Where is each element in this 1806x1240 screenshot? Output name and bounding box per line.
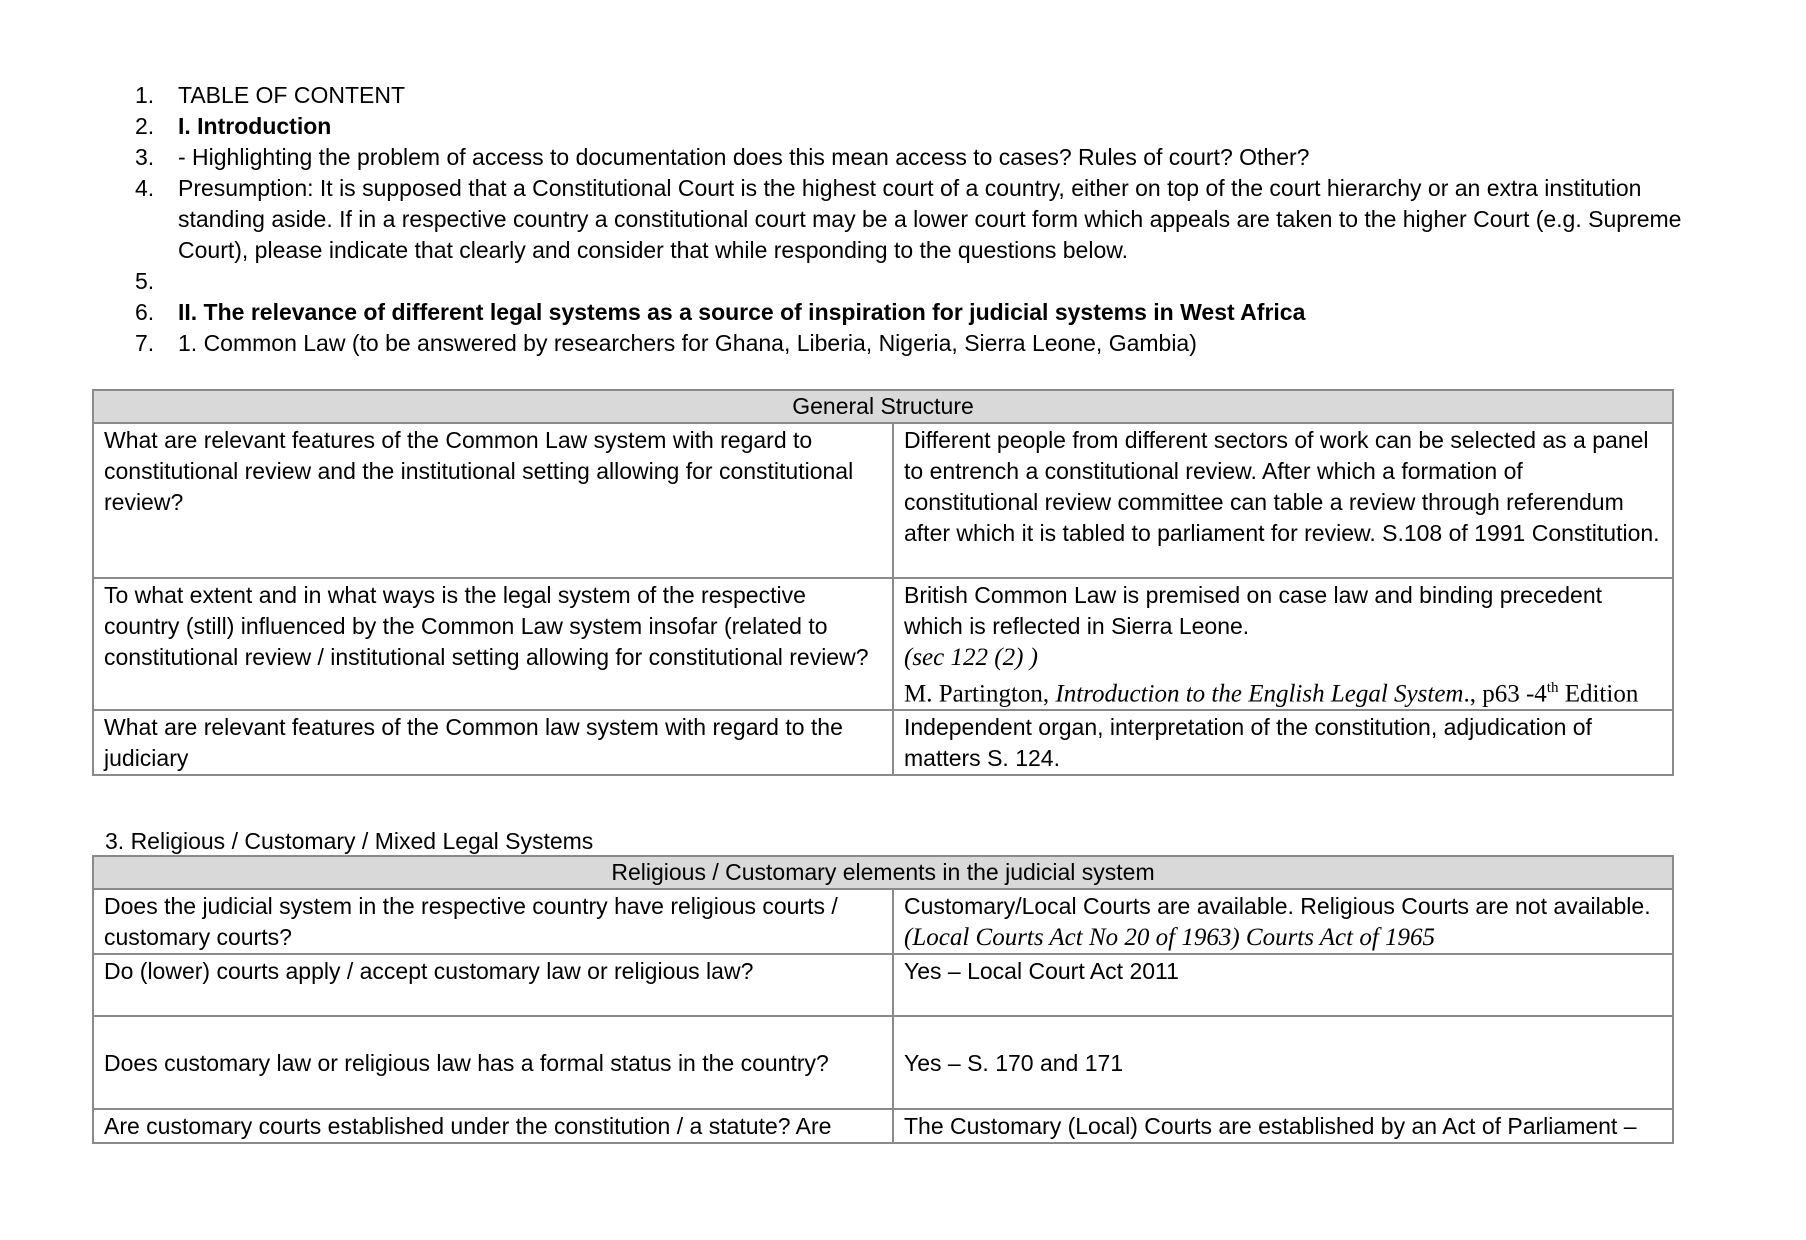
toc-text: Presumption: It is supposed that a Constitutional Court is the highest court of a country, either on top of the court hierarchy or an extra institution standing aside. If in a respective country a constitutional court may be a lower court form which appeals are taken to the higher Court (e.g. Supreme Court), please indicate that clearly and consider that while responding to the questions below.	[178, 175, 1682, 263]
table-row	[93, 889, 1673, 954]
toc-number: 2.	[135, 113, 155, 139]
table-header-row	[93, 856, 1673, 889]
question-cell: What are relevant features of the Common Law system with regard to constitutional review and the institutional setting allowing for constitutional review?	[93, 423, 893, 578]
section-reference: (sec 122 (2) )	[904, 644, 1038, 671]
toc-text: II. The relevance of different legal systems as a source of inspiration for judicial systems in West Africa	[178, 299, 1306, 325]
answer-cell	[893, 578, 1673, 710]
toc-text: 1. Common Law (to be answered by researchers for Ghana, Liberia, Nigeria, Sierra Leone, Gambia)	[178, 330, 1197, 356]
general-structure-table	[92, 389, 1674, 776]
toc-item	[135, 80, 1695, 111]
table-of-contents-list	[135, 80, 1695, 359]
citation-edition: Edition	[1558, 680, 1639, 708]
act-reference: (Local Courts Act No 20 of 1963) Courts Act of 1965	[904, 924, 1436, 951]
toc-item	[135, 328, 1695, 359]
table-header-row	[93, 390, 1673, 423]
table-row	[93, 710, 1673, 775]
table-row	[93, 578, 1673, 710]
citation-title: Introduction to the English Legal System	[1055, 680, 1464, 708]
religious-customary-table	[92, 855, 1674, 1144]
toc-item	[135, 142, 1695, 173]
toc-item	[135, 173, 1695, 266]
answer-cell: Yes – S. 170 and 171	[893, 1016, 1673, 1109]
answer-cell: Independent organ, interpretation of the constitution, adjudication of matters S. 124.	[893, 710, 1673, 775]
toc-number: 6.	[135, 299, 155, 325]
table-header: Religious / Customary elements in the judicial system	[93, 856, 1673, 889]
toc-number: 4.	[135, 175, 155, 201]
table-row	[93, 1109, 1673, 1143]
toc-item	[135, 111, 1695, 142]
answer-cell	[893, 889, 1673, 954]
toc-text: I. Introduction	[178, 113, 332, 139]
toc-number: 7.	[135, 330, 155, 356]
toc-text: - Highlighting the problem of access to documentation does this mean access to cases? Rules of court? Other?	[178, 144, 1310, 170]
citation	[904, 673, 1662, 709]
answer-cell: Yes – Local Court Act 2011	[893, 954, 1673, 1016]
citation-superscript: th	[1546, 680, 1559, 696]
question-cell: Are customary courts established under the constitution / a statute? Are	[93, 1109, 893, 1143]
toc-text: TABLE OF CONTENT	[178, 82, 406, 108]
table-row	[93, 423, 1673, 578]
answer-text: British Common Law is premised on case law and binding precedent which is reflected in Sierra Leone.	[904, 582, 1603, 639]
citation-author: M. Partington,	[904, 680, 1056, 708]
table-row	[93, 954, 1673, 1016]
section-heading: 3. Religious / Customary / Mixed Legal Systems	[105, 828, 594, 854]
question-cell: Do (lower) courts apply / accept customary law or religious law?	[93, 954, 893, 1016]
toc-number: 5.	[135, 268, 155, 294]
question-cell: Does customary law or religious law has a formal status in the country?	[93, 1016, 893, 1109]
table-header: General Structure	[93, 390, 1673, 423]
toc-number: 3.	[135, 144, 155, 170]
toc-text	[178, 266, 1695, 297]
toc-item	[135, 266, 1695, 297]
answer-text: Customary/Local Courts are available. Religious Courts are not available.	[904, 893, 1651, 919]
citation-page: ., p63 -4	[1463, 680, 1547, 708]
toc-item	[135, 297, 1695, 328]
question-cell: What are relevant features of the Common law system with regard to the judiciary	[93, 710, 893, 775]
question-cell: Does the judicial system in the respective country have religious courts / customary courts?	[93, 889, 893, 954]
answer-cell: Different people from different sectors of work can be selected as a panel to entrench a constitutional review. After which a formation of constitutional review committee can table a review through referendum after which it is tabled to parliament for review. S.108 of 1991 Constitution.	[893, 423, 1673, 578]
toc-number: 1.	[135, 82, 155, 108]
table-row	[93, 1016, 1673, 1109]
question-cell: To what extent and in what ways is the legal system of the respective country (still) influenced by the Common Law system insofar (related to constitutional review / institutional setting allowing for constitutional review?	[93, 578, 893, 710]
answer-cell: The Customary (Local) Courts are established by an Act of Parliament –	[893, 1109, 1673, 1143]
